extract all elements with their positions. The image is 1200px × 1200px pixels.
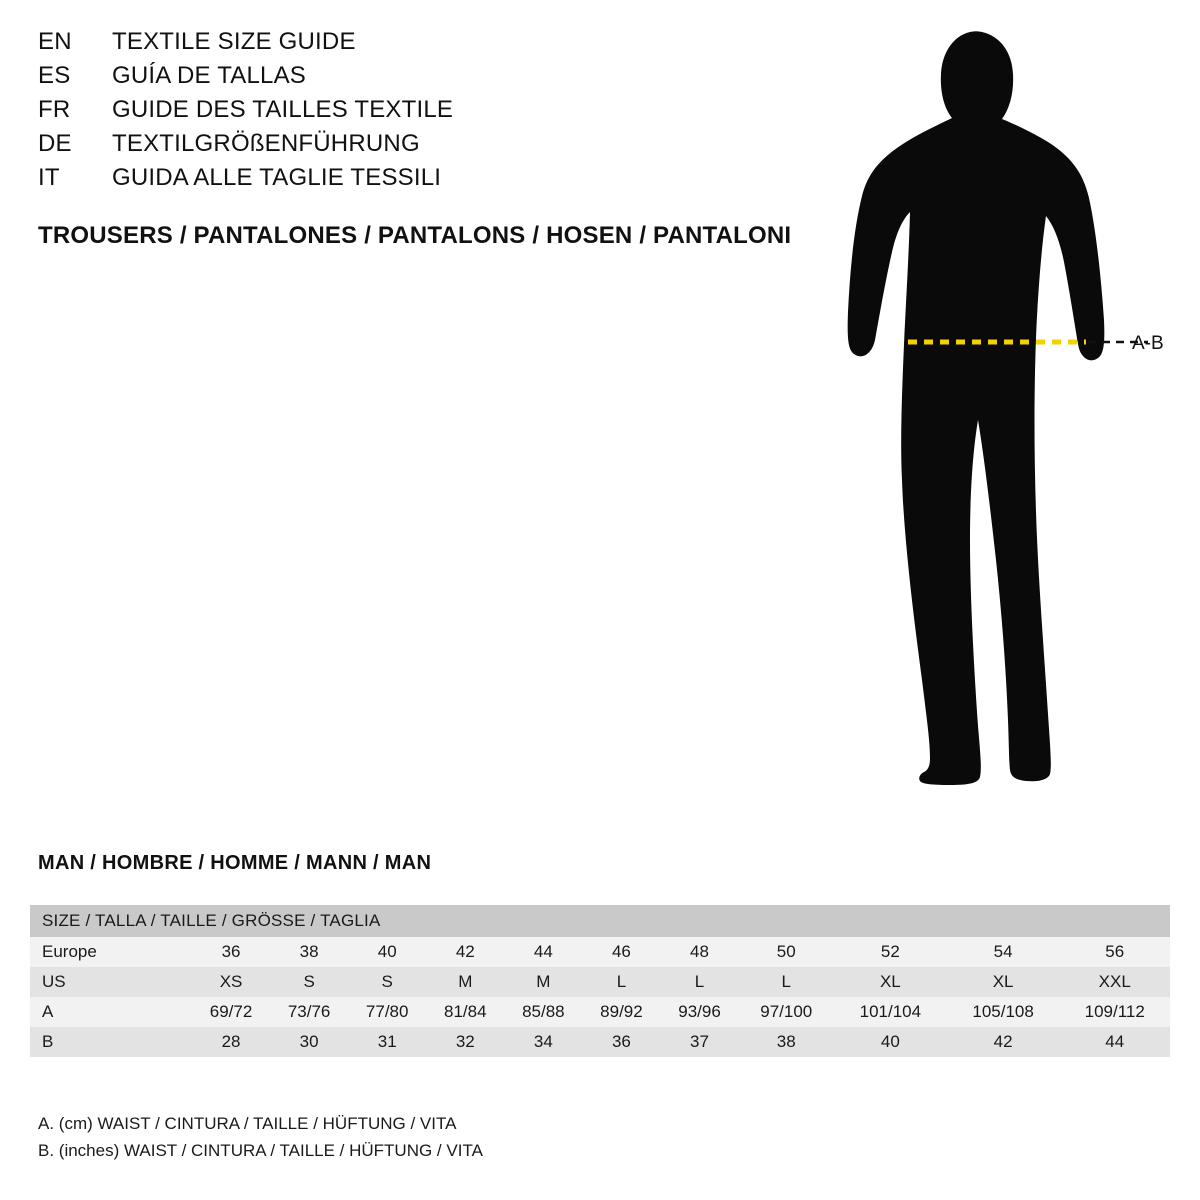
table-cell: 97/100 <box>739 997 834 1027</box>
table-cell: 38 <box>739 1027 834 1057</box>
table-cell: S <box>270 967 348 997</box>
table-cell: 52 <box>834 937 947 967</box>
table-cell: 32 <box>426 1027 504 1057</box>
table-cell: 36 <box>582 1027 660 1057</box>
language-title: TEXTILE SIZE GUIDE <box>112 28 356 55</box>
table-cell: 37 <box>660 1027 738 1057</box>
figure-area <box>810 20 1190 820</box>
footnote-a: A. (cm) WAIST / CINTURA / TAILLE / HÜFTUNG / VITA <box>38 1114 457 1133</box>
table-row <box>30 937 1170 967</box>
table-body <box>30 937 1170 1057</box>
language-title: GUIDA ALLE TAGLIE TESSILI <box>112 164 442 191</box>
table-heading: MAN / HOMBRE / HOMME / MANN / MAN <box>38 852 432 874</box>
table-cell: 69/72 <box>192 997 270 1027</box>
table-cell: XL <box>947 967 1060 997</box>
table-cell: L <box>582 967 660 997</box>
table-cell: 38 <box>270 937 348 967</box>
table-header-row <box>30 905 1170 937</box>
footnote-b: B. (inches) WAIST / CINTURA / TAILLE / HÜFTUNG / VITA <box>38 1141 483 1160</box>
footnotes <box>38 1110 483 1164</box>
language-title: TEXTILGRÖßENFÜHRUNG <box>112 130 420 157</box>
table-cell: 40 <box>348 937 426 967</box>
table-cell: 89/92 <box>582 997 660 1027</box>
table-cell: 85/88 <box>504 997 582 1027</box>
table-cell: L <box>739 967 834 997</box>
language-row <box>38 130 798 164</box>
table-cell: 109/112 <box>1060 997 1171 1027</box>
table-cell: L <box>660 967 738 997</box>
size-table <box>30 905 1170 1057</box>
table-cell: 50 <box>739 937 834 967</box>
language-row <box>38 28 798 62</box>
table-cell: XXL <box>1060 967 1171 997</box>
table-cell: 46 <box>582 937 660 967</box>
table-row <box>30 967 1170 997</box>
row-label: Europe <box>30 937 192 967</box>
table-cell: 42 <box>426 937 504 967</box>
table-cell: 31 <box>348 1027 426 1057</box>
table-row <box>30 1027 1170 1057</box>
row-label: US <box>30 967 192 997</box>
language-row <box>38 62 798 96</box>
row-label: A <box>30 997 192 1027</box>
table-cell: 81/84 <box>426 997 504 1027</box>
garment-type-title: TROUSERS / PANTALONES / PANTALONS / HOSEN / PANTALONI <box>38 222 792 249</box>
table-cell: 44 <box>1060 1027 1171 1057</box>
row-label: B <box>30 1027 192 1057</box>
table-cell: 77/80 <box>348 997 426 1027</box>
table-cell: 105/108 <box>947 997 1060 1027</box>
table-cell: 48 <box>660 937 738 967</box>
measure-label: A-B <box>1132 333 1164 354</box>
table-cell: 40 <box>834 1027 947 1057</box>
table-cell: 36 <box>192 937 270 967</box>
table-column-header: SIZE / TALLA / TAILLE / GRÖSSE / TAGLIA <box>30 905 1170 937</box>
table-cell: 44 <box>504 937 582 967</box>
table-cell: 42 <box>947 1027 1060 1057</box>
language-code: ES <box>38 62 71 89</box>
table-cell: 28 <box>192 1027 270 1057</box>
table-cell: XL <box>834 967 947 997</box>
language-list <box>38 28 798 198</box>
table-cell: 73/76 <box>270 997 348 1027</box>
language-title: GUIDE DES TAILLES TEXTILE <box>112 96 454 123</box>
table-cell: M <box>504 967 582 997</box>
table-head <box>30 905 1170 937</box>
table-cell: 101/104 <box>834 997 947 1027</box>
language-code: DE <box>38 130 72 157</box>
table-cell: 30 <box>270 1027 348 1057</box>
table-cell: 34 <box>504 1027 582 1057</box>
table-cell: 93/96 <box>660 997 738 1027</box>
language-code: EN <box>38 28 72 55</box>
language-row <box>38 164 798 198</box>
table-cell: 56 <box>1060 937 1171 967</box>
table-cell: M <box>426 967 504 997</box>
table-cell: 54 <box>947 937 1060 967</box>
language-title: GUÍA DE TALLAS <box>112 62 306 89</box>
language-row <box>38 96 798 130</box>
language-code: FR <box>38 96 71 123</box>
table-cell: XS <box>192 967 270 997</box>
table-row <box>30 997 1170 1027</box>
table-cell: S <box>348 967 426 997</box>
language-code: IT <box>38 164 60 191</box>
male-silhouette-icon <box>810 20 1190 820</box>
